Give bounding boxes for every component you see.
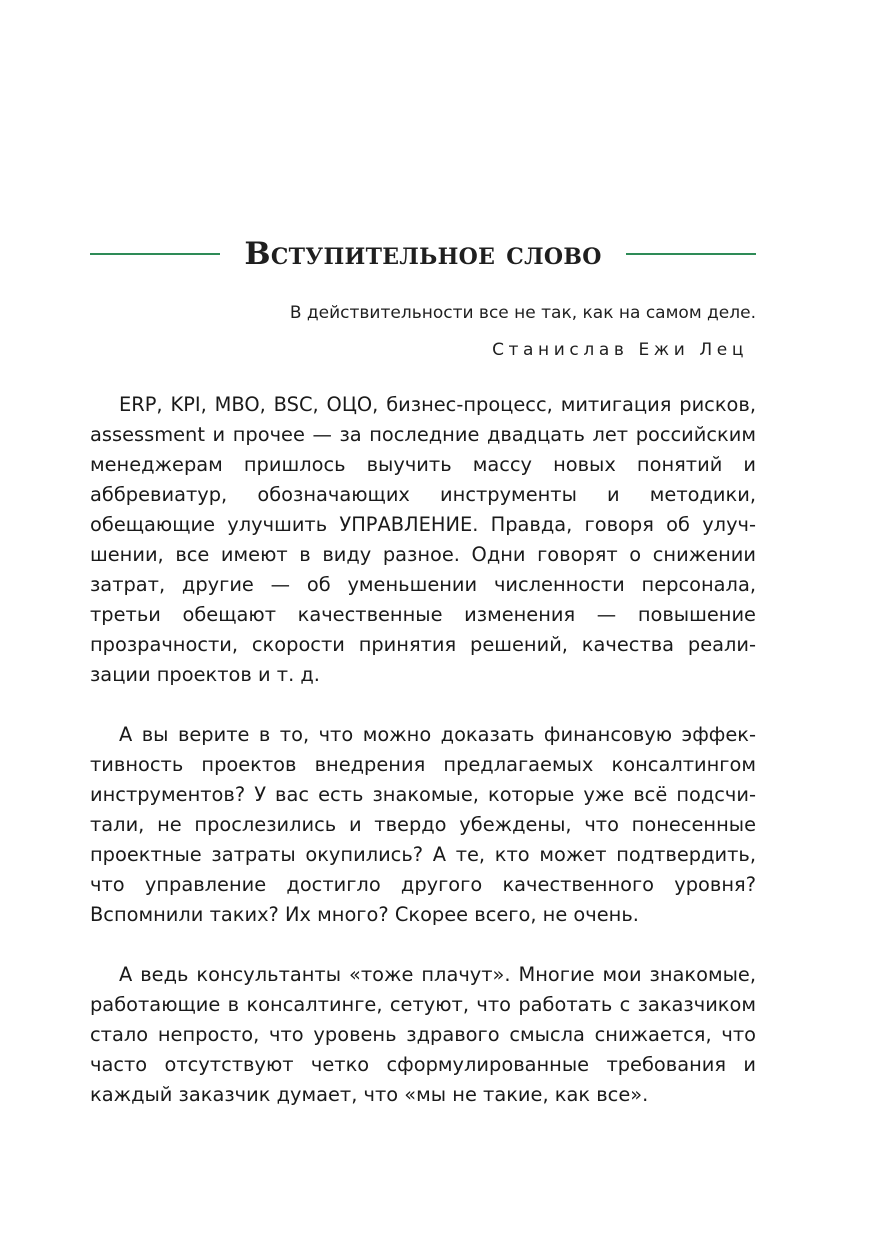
heading-rule-right [626, 253, 756, 255]
paragraph-2: А вы верите в то, что можно доказать финансовую эффективность проектов внедрения предлагаемых консалтингом инструментов? У вас есть знакомые, которые уже всё подсчитали, не прослезились и твердо убеждены, что понесенные проектные затраты окупились? А те, кто может подтвердить, что управление достигло другого качественного уровня? Вспомнили таких? Их много? Скорее всего, не очень. [90, 723, 756, 926]
paragraph-1: ERP, KPI, MBO, BSC, ОЦО, бизнес-процесс, митигация рисков, assessment и прочее — за последние двадцать лет российским менеджерам пришлось выучить массу новых понятий и аббревиатур, обозначающих инструменты и методики, обещающие улучшить УПРАВЛЕНИЕ. Правда, говоря об улучшении, все имеют в виду разное. Одни говорят о снижении затрат, другие — об уменьшении численности персонала, третьи обещают качественные изменения — повышение прозрачности, скорости принятия решений, качества реализации проектов и т. д. [90, 393, 756, 686]
chapter-heading [90, 232, 756, 276]
epigraph [90, 300, 756, 362]
paragraph-3: А ведь консультанты «тоже плачут». Многие мои знакомые, работающие в консалтинге, сетуют, что работать с заказчиком стало непросто, что уровень здравого смысла снижается, что часто отсутствуют четко сформулированные требования и каждый заказчик думает, что «мы не такие, как все». [90, 963, 756, 1106]
chapter-title: Вступительное слово [244, 236, 602, 272]
heading-rule-left [90, 253, 220, 255]
epigraph-author: Станислав Ежи Лец [492, 340, 748, 360]
body-text [90, 390, 756, 1140]
epigraph-quote: В действительности все не так, как на самом деле. [289, 303, 756, 323]
